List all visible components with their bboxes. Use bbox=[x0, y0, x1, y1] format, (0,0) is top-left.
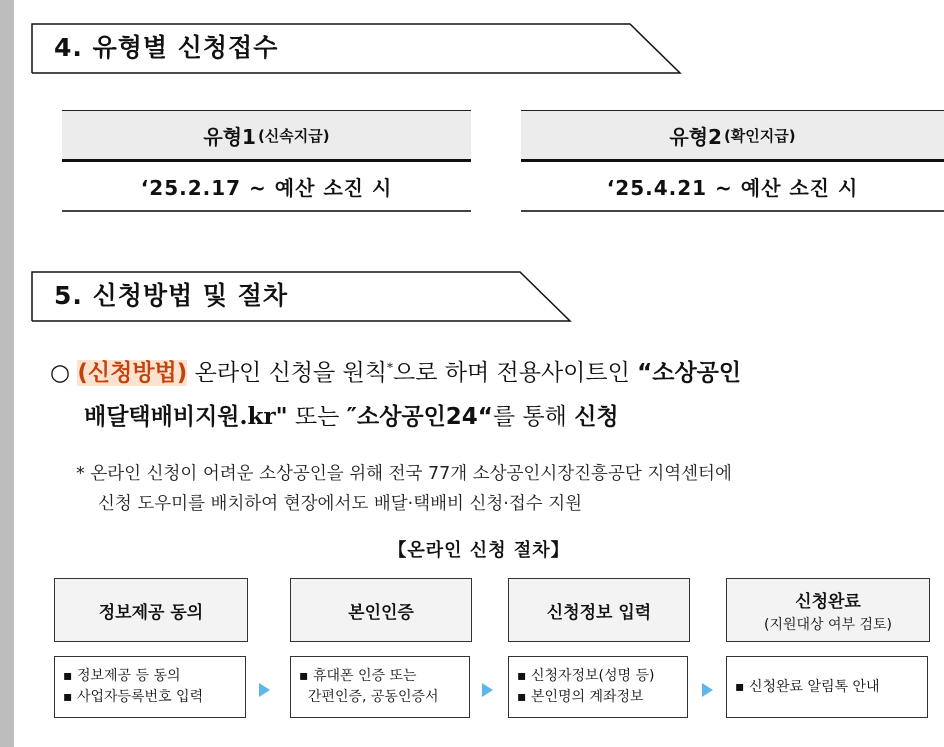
section-4-title: 4. 유형별 신청접수 bbox=[54, 33, 279, 62]
step-2-box bbox=[290, 578, 472, 642]
arrow-right-icon bbox=[482, 683, 493, 697]
step-3-box bbox=[508, 578, 690, 642]
method-line-1 bbox=[50, 354, 741, 387]
site-name-1a: “소상공인 bbox=[637, 360, 742, 386]
arrow-right-icon bbox=[259, 683, 270, 697]
section-5-heading bbox=[32, 272, 572, 320]
step-1-box bbox=[54, 578, 248, 642]
step-4-label: 신청완료 bbox=[795, 591, 861, 612]
step-1-detail-2: ▪ 사업자등록번호 입력 bbox=[63, 689, 204, 705]
step-3-detail-2: ▪ 본인명의 계좌정보 bbox=[517, 689, 644, 705]
step-4-detail-1: ▪ 신청완료 알림톡 안내 bbox=[735, 678, 880, 695]
section-5-title: 5. 신청방법 및 절차 bbox=[54, 281, 289, 310]
method-label: (신청방법) bbox=[77, 360, 188, 386]
type-2-header bbox=[521, 110, 944, 162]
type-2-column bbox=[521, 110, 944, 210]
procedure-title: 【온라인 신청 절차】 bbox=[388, 540, 570, 561]
method-text-2: 으로 하며 전용사이트인 bbox=[392, 360, 638, 386]
step-2-detail-1: ▪ 휴대폰 인증 또는 bbox=[299, 668, 417, 684]
step-4-box bbox=[726, 578, 930, 642]
step-2-details bbox=[290, 656, 470, 718]
step-3-detail-1: ▪ 신청자정보(성명 등) bbox=[517, 668, 655, 684]
step-1-detail-1: ▪ 정보제공 등 동의 bbox=[63, 668, 181, 684]
step-4-details bbox=[726, 656, 928, 718]
arrow-right-icon bbox=[702, 683, 713, 697]
step-2-detail-2: 간편인증, 공동인증서 bbox=[299, 689, 439, 705]
method-text-1: 온라인 신청을 원칙 bbox=[187, 360, 387, 386]
note-line-1: * 온라인 신청이 어려운 소상공인을 위해 전국 77개 소상공인시장진흥공단 지역센터에 bbox=[76, 464, 732, 484]
type-2-name: 유형2 bbox=[669, 124, 722, 149]
site-name-2: ″소상공인24“ bbox=[346, 404, 493, 430]
document-page bbox=[14, 0, 944, 747]
step-2-label: 본인인증 bbox=[348, 602, 414, 623]
section-4-heading bbox=[32, 24, 682, 72]
method-line-2 bbox=[84, 398, 619, 431]
step-1-details bbox=[54, 656, 246, 718]
step-3-label: 신청정보 입력 bbox=[546, 602, 652, 623]
note-line-2: 신청 도우미를 배치하여 현장에서도 배달·택배비 신청·접수 지원 bbox=[98, 494, 583, 514]
type-2-suffix: (확인지급) bbox=[723, 126, 796, 145]
type-1-column bbox=[62, 110, 471, 210]
type-1-name: 유형1 bbox=[203, 124, 256, 149]
site-name-1b: 배달택배비지원.kr" bbox=[84, 403, 288, 430]
type-2-date: ‘25.4.21 ~ 예산 소진 시 bbox=[521, 162, 944, 212]
method-asterisk: * bbox=[386, 360, 393, 375]
method-text-3: 또는 bbox=[287, 404, 347, 430]
method-text-5: 신청 bbox=[574, 404, 619, 430]
type-1-header bbox=[62, 110, 471, 162]
type-1-date: ‘25.2.17 ~ 예산 소진 시 bbox=[62, 162, 471, 212]
step-1-label: 정보제공 동의 bbox=[98, 602, 204, 623]
bullet-circle: ○ bbox=[50, 360, 71, 386]
type-1-suffix: (신속지급) bbox=[257, 126, 330, 145]
step-4-sublabel: (지원대상 여부 검토) bbox=[763, 616, 893, 633]
method-text-4: 를 통해 bbox=[492, 404, 575, 430]
step-3-details bbox=[508, 656, 688, 718]
